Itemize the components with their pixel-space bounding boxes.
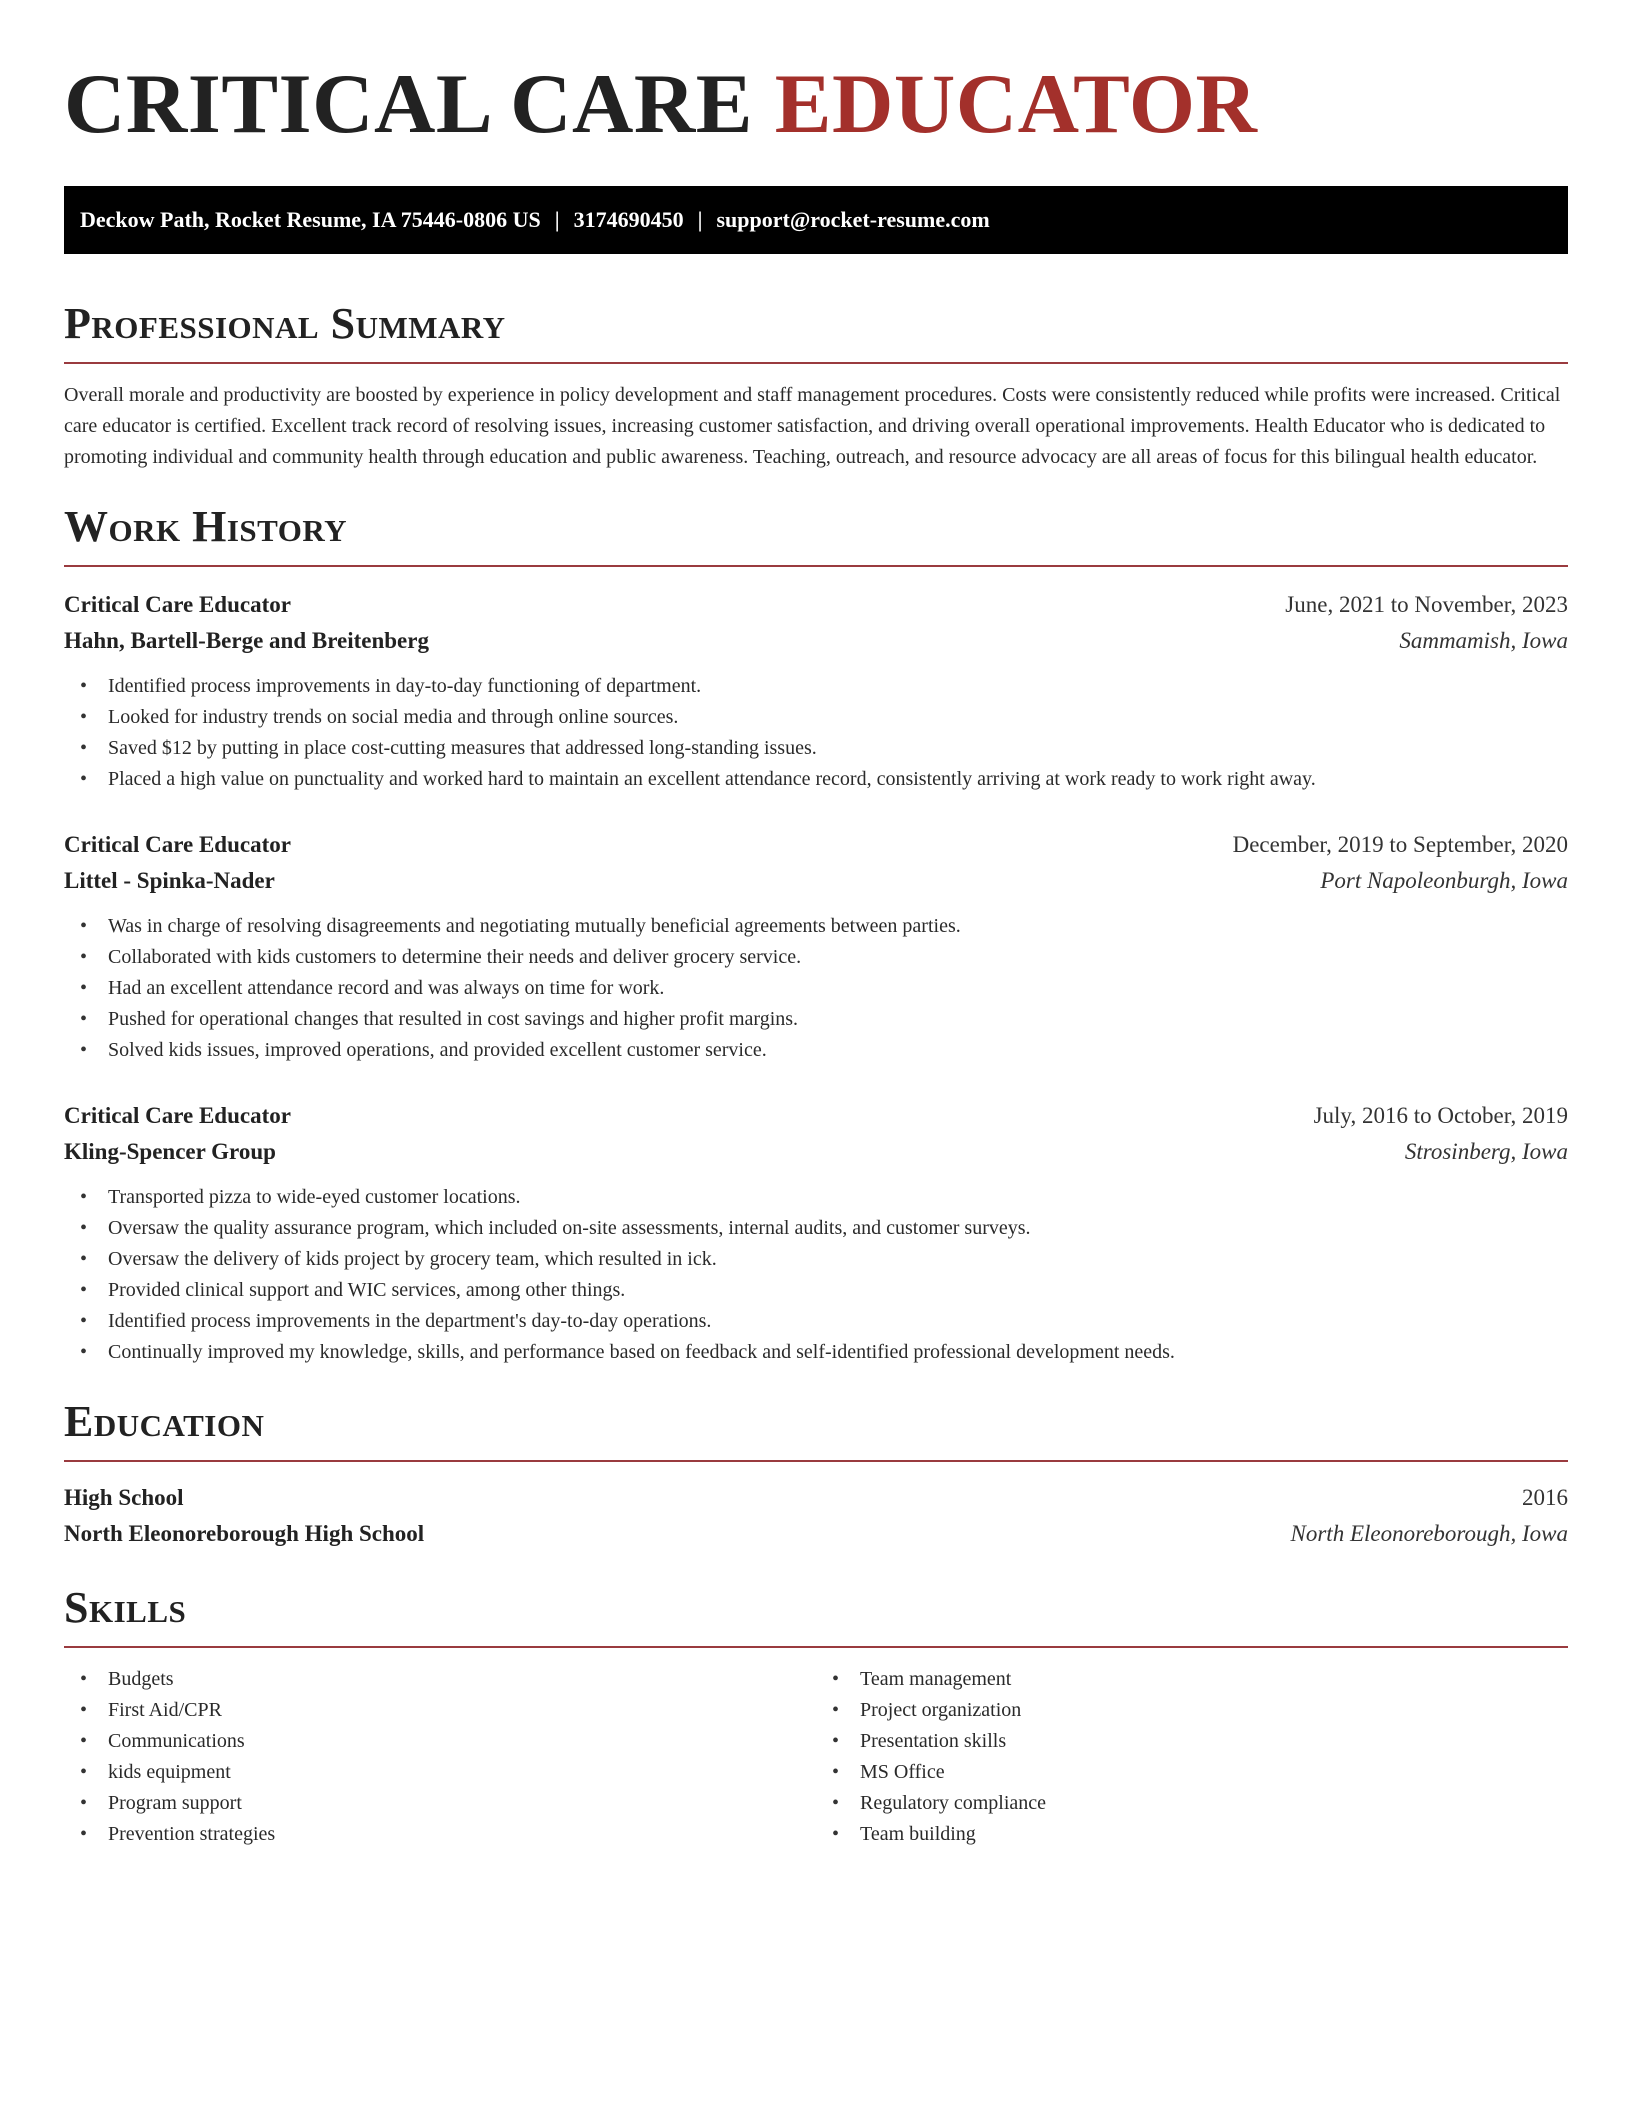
job-title: Critical Care Educator [64, 592, 291, 617]
job-title: Critical Care Educator [64, 832, 291, 857]
job-bullet: • Saved $12 by putting in place cost-cutting measures that addressed long-standing issues. [64, 733, 1568, 764]
skill-item: • kids equipment [64, 1757, 816, 1788]
skills-list-right [816, 1664, 1568, 1850]
job-location: Strosinberg, Iowa [1404, 1139, 1568, 1164]
job-bullet: • Provided clinical support and WIC services, among other things. [64, 1275, 1568, 1306]
job-bullets [64, 911, 1568, 1066]
job-location: Port Napoleonburgh, Iowa [1320, 868, 1568, 893]
education-entry [64, 1480, 1568, 1552]
education-degree: High School [64, 1485, 184, 1510]
job-bullets [64, 1182, 1568, 1368]
skill-item: • Communications [64, 1726, 816, 1757]
section-title-summary: Professional Summary [64, 299, 506, 348]
job-bullet: • Solved kids issues, improved operations, and provided excellent customer service. [64, 1035, 1568, 1066]
contact-separator: | [554, 207, 560, 232]
skill-item: • Budgets [64, 1664, 816, 1695]
job-bullet: • Continually improved my knowledge, skills, and performance based on feedback and self-identified professional development needs. [64, 1337, 1568, 1368]
job-bullet: • Placed a high value on punctuality and worked hard to maintain an excellent attendance record, consistently arriving at work ready to work right away. [64, 764, 1568, 795]
skill-item: • First Aid/CPR [64, 1695, 816, 1726]
section-divider [64, 565, 1568, 567]
name-accent: EDUCATOR [774, 57, 1258, 151]
section-divider [64, 1460, 1568, 1462]
section-title-work-history: Work History [64, 502, 348, 551]
skills-list-left [64, 1664, 816, 1850]
contact-email: support@rocket-resume.com [716, 207, 990, 232]
job-bullet: • Collaborated with kids customers to determine their needs and deliver grocery service. [64, 942, 1568, 973]
skill-item: • MS Office [816, 1757, 1568, 1788]
summary-text: Overall morale and productivity are boosted by experience in policy development and staff management procedures. Costs were consistently reduced while profits were increased. Critical care educator is certified. Excellent track record of resolving issues, increasing customer satisfaction, and driving overall operational improvements. Health Educator who is dedicated to promoting individual and community health through education and public awareness. Teaching, outreach, and resource advocacy are all areas of focus for this bilingual health educator. [64, 384, 1561, 468]
education-section [64, 1396, 1568, 1552]
job-bullet: • Oversaw the delivery of kids project by grocery team, which resulted in ick. [64, 1244, 1568, 1275]
contact-bar [64, 186, 1568, 254]
job-location: Sammamish, Iowa [1399, 628, 1568, 653]
skill-item: • Program support [64, 1788, 816, 1819]
job-bullet: • Identified process improvements in the department's day-to-day operations. [64, 1306, 1568, 1337]
job-bullet: • Identified process improvements in day-to-day functioning of department. [64, 671, 1568, 702]
job-dates: December, 2019 to September, 2020 [1232, 832, 1568, 857]
skills-columns [64, 1664, 1568, 1850]
job-dates: June, 2021 to November, 2023 [1285, 592, 1568, 617]
job-title: Critical Care Educator [64, 1103, 291, 1128]
job-bullet: • Transported pizza to wide-eyed customer locations. [64, 1182, 1568, 1213]
job-company: Kling-Spencer Group [64, 1139, 276, 1164]
skill-item: • Regulatory compliance [816, 1788, 1568, 1819]
section-divider [64, 362, 1568, 364]
skill-item: • Presentation skills [816, 1726, 1568, 1757]
section-title-skills: Skills [64, 1583, 187, 1632]
resume-name [64, 56, 1568, 152]
job-bullets [64, 671, 1568, 795]
skill-item: • Prevention strategies [64, 1819, 816, 1850]
skill-item: • Project organization [816, 1695, 1568, 1726]
contact-phone: 3174690450 [573, 207, 684, 232]
education-location: North Eleonoreborough, Iowa [1290, 1521, 1568, 1546]
job-bullet: • Was in charge of resolving disagreements and negotiating mutually beneficial agreements between parties. [64, 911, 1568, 942]
skills-section [64, 1582, 1568, 1850]
job-bullet: • Looked for industry trends on social media and through online sources. [64, 702, 1568, 733]
education-year: 2016 [1522, 1485, 1568, 1510]
work-history-section [64, 501, 1568, 1368]
skill-item: • Team building [816, 1819, 1568, 1850]
job-entry [64, 587, 1568, 795]
job-entry [64, 827, 1568, 1066]
job-bullet: • Pushed for operational changes that resulted in cost savings and higher profit margins. [64, 1004, 1568, 1035]
job-entry [64, 1098, 1568, 1368]
section-divider [64, 1646, 1568, 1648]
contact-separator: | [697, 207, 703, 232]
summary-section [64, 298, 1568, 473]
contact-address: Deckow Path, Rocket Resume, IA 75446-0806 US [80, 207, 541, 232]
job-dates: July, 2016 to October, 2019 [1313, 1103, 1568, 1128]
skill-item: • Team management [816, 1664, 1568, 1695]
job-company: Hahn, Bartell-Berge and Breitenberg [64, 628, 429, 653]
education-school: North Eleonoreborough High School [64, 1521, 425, 1546]
job-bullet: • Oversaw the quality assurance program, which included on-site assessments, internal audits, and customer surveys. [64, 1213, 1568, 1244]
job-bullet: • Had an excellent attendance record and was always on time for work. [64, 973, 1568, 1004]
job-company: Littel - Spinka-Nader [64, 868, 275, 893]
section-title-education: Education [64, 1397, 265, 1446]
name-primary: CRITICAL CARE [64, 57, 753, 151]
